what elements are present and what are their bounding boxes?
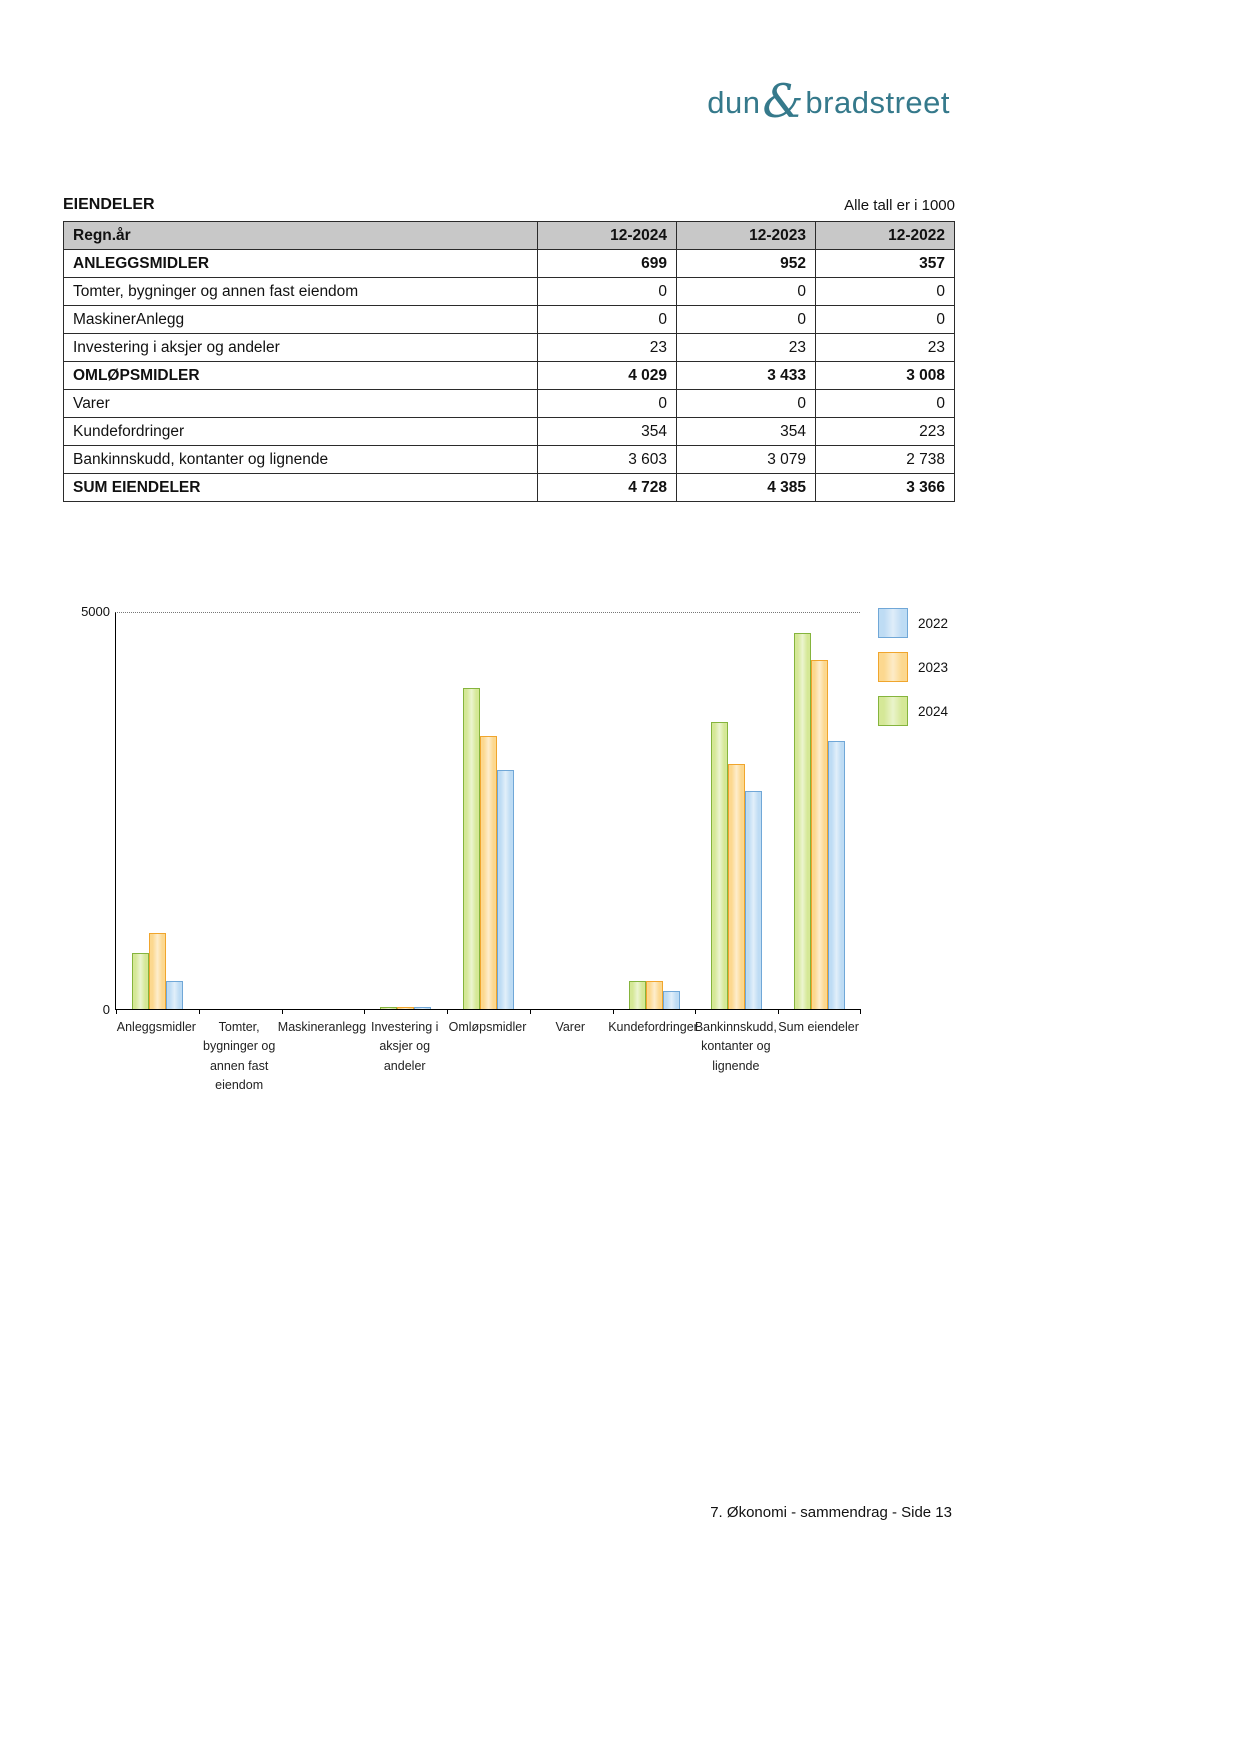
- legend-label: 2022: [918, 615, 949, 631]
- row-value: 952: [677, 250, 816, 278]
- category-label-line: kontanter og: [701, 1039, 771, 1054]
- legend-item: [878, 608, 948, 638]
- logo-ampersand-icon: &: [762, 74, 804, 128]
- category-label-line: Omløpsmidler: [448, 1020, 527, 1034]
- bar-group: [199, 613, 282, 1009]
- row-value: 0: [538, 278, 677, 306]
- row-value: 0: [815, 306, 954, 334]
- x-axis-tick: [530, 1009, 531, 1014]
- y-axis-max-label: 5000: [81, 604, 110, 619]
- row-value: 3 008: [815, 362, 954, 390]
- legend-label: 2023: [918, 659, 949, 675]
- category-label-line: Tomter,: [218, 1020, 260, 1034]
- row-value: 0: [677, 278, 816, 306]
- row-value: 354: [538, 418, 677, 446]
- category-label-line: aksjer og: [379, 1039, 431, 1054]
- row-value: 3 366: [815, 474, 954, 502]
- assets-table-section: [63, 196, 955, 502]
- x-axis-tick: [199, 1009, 200, 1014]
- bar-group: [530, 613, 613, 1009]
- row-value: 0: [538, 306, 677, 334]
- legend-label: 2024: [918, 703, 949, 719]
- row-value: 357: [815, 250, 954, 278]
- x-axis-tick: [364, 1009, 365, 1014]
- row-value: 699: [538, 250, 677, 278]
- table-row: [64, 250, 955, 278]
- legend-item: [878, 696, 948, 726]
- table-row: [64, 474, 955, 502]
- category-label: [757, 1018, 880, 1037]
- x-axis-tick: [695, 1009, 696, 1014]
- row-value: 354: [677, 418, 816, 446]
- bar-group: [282, 613, 365, 1009]
- header-cell-label: Regn.år: [64, 222, 538, 250]
- header-cell-year: 12-2022: [815, 222, 954, 250]
- table-row: [64, 418, 955, 446]
- legend-item: [878, 652, 948, 682]
- row-label: Bankinnskudd, kontanter og lignende: [64, 446, 538, 474]
- assets-table: [63, 221, 955, 502]
- bar-group: [695, 613, 778, 1009]
- row-value: 3 079: [677, 446, 816, 474]
- category-label-line: Bankinnskudd,: [694, 1020, 777, 1034]
- chart-legend: [878, 608, 948, 740]
- bar-2023: [480, 736, 497, 1009]
- bar-2023: [728, 764, 745, 1009]
- row-label: Investering i aksjer og andeler: [64, 334, 538, 362]
- bar-2023: [149, 933, 166, 1009]
- table-row: [64, 278, 955, 306]
- category-label-line: lignende: [712, 1058, 760, 1073]
- table-row: [64, 306, 955, 334]
- header-cell-year: 12-2023: [677, 222, 816, 250]
- row-value: 0: [538, 390, 677, 418]
- header-cell-year: 12-2024: [538, 222, 677, 250]
- category-label-line: annen fast: [209, 1058, 269, 1073]
- row-value: 0: [677, 306, 816, 334]
- row-label: MaskinerAnlegg: [64, 306, 538, 334]
- category-label-line: Maskineranlegg: [277, 1020, 367, 1034]
- bar-2022: [745, 791, 762, 1009]
- row-value: 23: [538, 334, 677, 362]
- bar-2022: [166, 981, 183, 1009]
- logo-word-dun: dun: [707, 85, 761, 120]
- bar-2023: [397, 1007, 414, 1009]
- bar-group: [447, 613, 530, 1009]
- bar-2022: [414, 1007, 431, 1009]
- bar-group: [613, 613, 696, 1009]
- dun-bradstreet-logo: [707, 74, 950, 128]
- bar-2024: [463, 688, 480, 1009]
- bar-2024: [380, 1007, 397, 1009]
- row-value: 4 728: [538, 474, 677, 502]
- row-value: 0: [815, 390, 954, 418]
- table-heading-row: [63, 196, 955, 214]
- bar-2024: [132, 953, 149, 1009]
- x-axis-tick: [116, 1009, 117, 1014]
- y-axis-zero-label: 0: [102, 1002, 110, 1017]
- row-value: 0: [815, 278, 954, 306]
- table-row: [64, 334, 955, 362]
- row-value: 3 603: [538, 446, 677, 474]
- x-axis-tick: [860, 1009, 861, 1014]
- table-row: [64, 362, 955, 390]
- bar-2024: [711, 722, 728, 1009]
- assets-bar-chart: [0, 600, 1241, 1120]
- category-label-line: eiendom: [215, 1078, 264, 1093]
- row-label: Tomter, bygninger og annen fast eiendom: [64, 278, 538, 306]
- row-value: 0: [677, 390, 816, 418]
- category-label-line: Varer: [555, 1020, 586, 1034]
- x-axis-tick: [778, 1009, 779, 1014]
- row-value: 4 029: [538, 362, 677, 390]
- table-row: [64, 446, 955, 474]
- category-label-line: Anleggsmidler: [116, 1020, 196, 1034]
- legend-swatch-2022: [878, 608, 908, 638]
- page-footer: 7. Økonomi - sammendrag - Side 13: [710, 1504, 952, 1521]
- table-header-row: [64, 222, 955, 250]
- row-value: 4 385: [677, 474, 816, 502]
- row-label: Kundefordringer: [64, 418, 538, 446]
- bar-2024: [629, 981, 646, 1009]
- bar-2024: [794, 633, 811, 1009]
- logo-word-bradstreet: bradstreet: [805, 85, 950, 120]
- row-value: 2 738: [815, 446, 954, 474]
- legend-swatch-2023: [878, 652, 908, 682]
- bar-group: [364, 613, 447, 1009]
- category-label-line: Investering i: [371, 1020, 439, 1034]
- legend-swatch-2024: [878, 696, 908, 726]
- bar-2022: [497, 770, 514, 1009]
- row-label: SUM EIENDELER: [64, 474, 538, 502]
- table-row: [64, 390, 955, 418]
- row-value: 3 433: [677, 362, 816, 390]
- x-axis-tick: [613, 1009, 614, 1014]
- category-label-line: Kundefordringer: [608, 1020, 698, 1034]
- category-label-line: bygninger og: [203, 1039, 276, 1054]
- row-value: 23: [677, 334, 816, 362]
- chart-plot-area: [115, 612, 860, 1010]
- row-label: OMLØPSMIDLER: [64, 362, 538, 390]
- bar-group: [778, 613, 861, 1009]
- row-value: 23: [815, 334, 954, 362]
- category-label-line: Sum eiendeler: [778, 1020, 859, 1034]
- chart-category-labels: [115, 1018, 860, 1118]
- category-label-line: andeler: [383, 1058, 426, 1073]
- section-title: EIENDELER: [63, 196, 155, 213]
- row-label: Varer: [64, 390, 538, 418]
- bar-2023: [646, 981, 663, 1009]
- bar-2022: [828, 741, 845, 1009]
- row-value: 223: [815, 418, 954, 446]
- x-axis-tick: [447, 1009, 448, 1014]
- table-body: [64, 250, 955, 502]
- bar-2022: [663, 991, 680, 1009]
- units-note: Alle tall er i 1000: [844, 197, 955, 214]
- bar-group: [116, 613, 199, 1009]
- row-label: ANLEGGSMIDLER: [64, 250, 538, 278]
- bar-2023: [811, 660, 828, 1009]
- x-axis-tick: [282, 1009, 283, 1014]
